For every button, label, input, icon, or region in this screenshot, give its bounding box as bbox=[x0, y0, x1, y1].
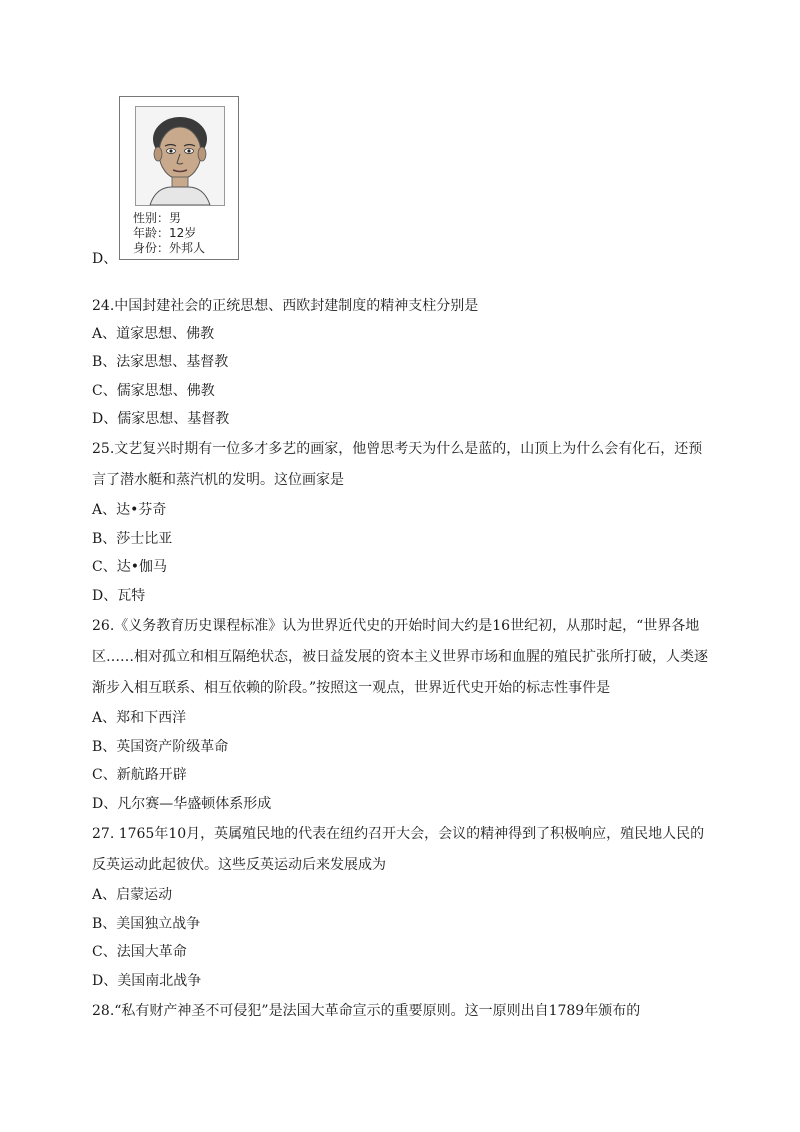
q28-stem: 28.“私有财产神圣不可侵犯”是法国大革命宣示的重要原则。这一原则出自1789年颁布的 bbox=[92, 1003, 641, 1019]
q23-option-d-label: D、 bbox=[92, 251, 118, 267]
q26-option-b: B、英国资产阶级革命 bbox=[92, 739, 229, 755]
q27-option-b: B、美国独立战争 bbox=[92, 916, 201, 932]
q25-stem-line-2: 言了潜水艇和蒸汽机的发明。这位画家是 bbox=[92, 472, 344, 488]
portrait-photo bbox=[135, 106, 225, 206]
q27-stem-line-2: 反英运动此起彼伏。这些反英运动后来发展成为 bbox=[92, 857, 386, 873]
q25-option-a: A、达•芬奇 bbox=[92, 502, 167, 518]
q26-stem-line-3: 渐步入相互联系、相互依赖的阶段。”按照这一观点，世界近代史开始的标志性事件是 bbox=[92, 680, 611, 696]
q27-stem-line-1: 27. 1765年10月，英属殖民地的代表在纽约召开大会，会议的精神得到了积极响应，殖民地人民的 bbox=[92, 826, 705, 842]
q25-option-c: C、达•伽马 bbox=[92, 559, 167, 575]
q24-stem: 24.中国封建社会的正统思想、西欧封建制度的精神支柱分别是 bbox=[92, 298, 479, 314]
q24-option-d: D、儒家思想、基督教 bbox=[92, 411, 230, 427]
q26-option-d: D、凡尔赛—华盛顿体系形成 bbox=[92, 796, 272, 812]
q24-option-a: A、道家思想、佛教 bbox=[92, 326, 215, 342]
q26-option-c: C、新航路开辟 bbox=[92, 767, 187, 783]
q27-option-a: A、启蒙运动 bbox=[92, 887, 173, 903]
card-gender: 性别：男 bbox=[133, 211, 182, 225]
q25-option-b: B、莎士比亚 bbox=[92, 531, 173, 547]
portrait-drawing bbox=[136, 107, 224, 205]
q24-option-c: C、儒家思想、佛教 bbox=[92, 383, 215, 399]
q26-option-a: A、郑和下西洋 bbox=[92, 710, 187, 726]
q26-stem-line-2: 区……相对孤立和相互隔绝状态，被日益发展的资本主义世界市场和血腥的殖民扩张所打破，人类逐 bbox=[92, 649, 708, 665]
q26-stem-line-1: 26.《义务教育历史课程标准》认为世界近代史的开始时间大约是16世纪初，从那时起，“世界各地 bbox=[92, 618, 700, 634]
id-card-image bbox=[119, 96, 239, 260]
q24-option-b: B、法家思想、基督教 bbox=[92, 354, 229, 370]
q25-stem-line-1: 25.文艺复兴时期有一位多才多艺的画家，他曾思考天为什么是蓝的，山顶上为什么会有化石，还预 bbox=[92, 441, 703, 457]
q27-option-d: D、美国南北战争 bbox=[92, 973, 202, 989]
q27-option-c: C、法国大革命 bbox=[92, 944, 187, 960]
card-identity: 身份：外邦人 bbox=[133, 241, 206, 255]
q25-option-d: D、瓦特 bbox=[92, 588, 146, 604]
card-age: 年龄：12岁 bbox=[133, 226, 197, 240]
